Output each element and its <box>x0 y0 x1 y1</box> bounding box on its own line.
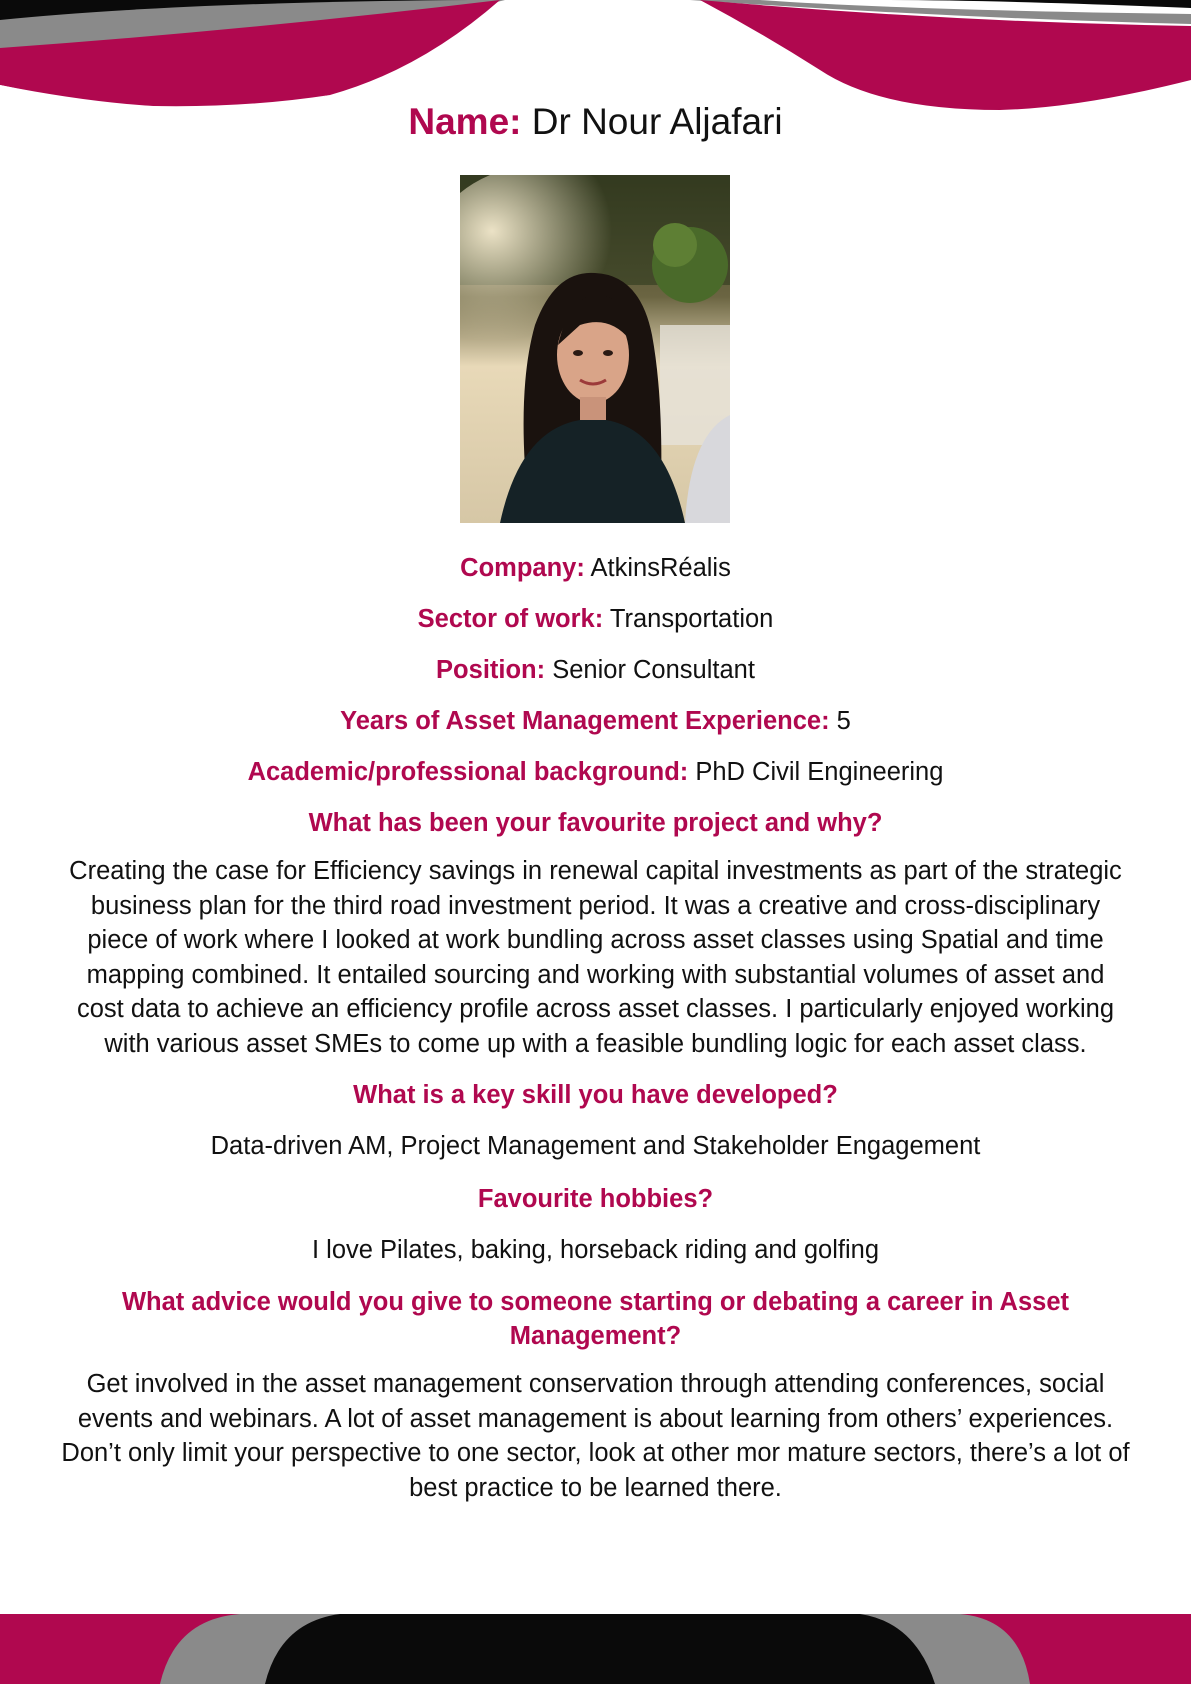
question-favourite-project: What has been your favourite project and why? <box>308 809 883 837</box>
profile-content <box>60 548 1131 1519</box>
name-line <box>0 96 1191 148</box>
sector-value: Transportation <box>609 605 774 633</box>
company-label: Company: <box>460 554 585 582</box>
experience-value: 5 <box>836 707 851 735</box>
position-label: Position: <box>436 656 546 684</box>
experience-field <box>60 701 1131 752</box>
position-value: Senior Consultant <box>552 656 755 684</box>
experience-label: Years of Asset Management Experience: <box>340 707 830 735</box>
background-label: Academic/professional background: <box>247 758 689 786</box>
answer-favourite-project: Creating the case for Efficiency savings in renewal capital investments as part of the strategic business plan for the third road investment period. It was a creative and cross-disciplinary piece of work where I looked at work bundling across asset classes using Spatial and time mapping combined. It entailed sourcing and working with substantial volumes of asset and cost data to achieve an efficiency profile across asset classes. I particularly enjoyed working with various asset SMEs to come up with a feasible bundling logic for each asset class. <box>69 857 1122 1058</box>
question-key-skill: What is a key skill you have developed? <box>353 1081 838 1109</box>
sector-label: Sector of work: <box>417 605 604 633</box>
name-value: Dr Nour Aljafari <box>531 101 783 142</box>
answer-career-advice: Get involved in the asset management conservation through attending conferences, social events and webinars. A lot of asset management is about learning from others’ experiences. Don’t only limit your perspective to one sector, look at other mor mature sectors, there’s a lot of best practice to be learned there. <box>61 1370 1130 1502</box>
question-career-advice: What advice would you give to someone starting or debating a career in Asset Management? <box>121 1288 1069 1350</box>
company-value: AtkinsRéalis <box>590 554 731 582</box>
bottom-decorative-band <box>0 1614 1191 1684</box>
profile-photo <box>460 175 730 523</box>
background-value: PhD Civil Engineering <box>695 758 944 786</box>
answer-key-skill: Data-driven AM, Project Management and Stakeholder Engagement <box>210 1132 981 1160</box>
company-field <box>60 548 1131 599</box>
answer-hobbies: I love Pilates, baking, horseback riding and golfing <box>311 1235 879 1264</box>
sector-field <box>60 599 1131 650</box>
background-field <box>60 752 1131 803</box>
position-field <box>60 650 1131 701</box>
question-hobbies: Favourite hobbies? <box>477 1184 714 1213</box>
name-label: Name: <box>408 101 522 142</box>
